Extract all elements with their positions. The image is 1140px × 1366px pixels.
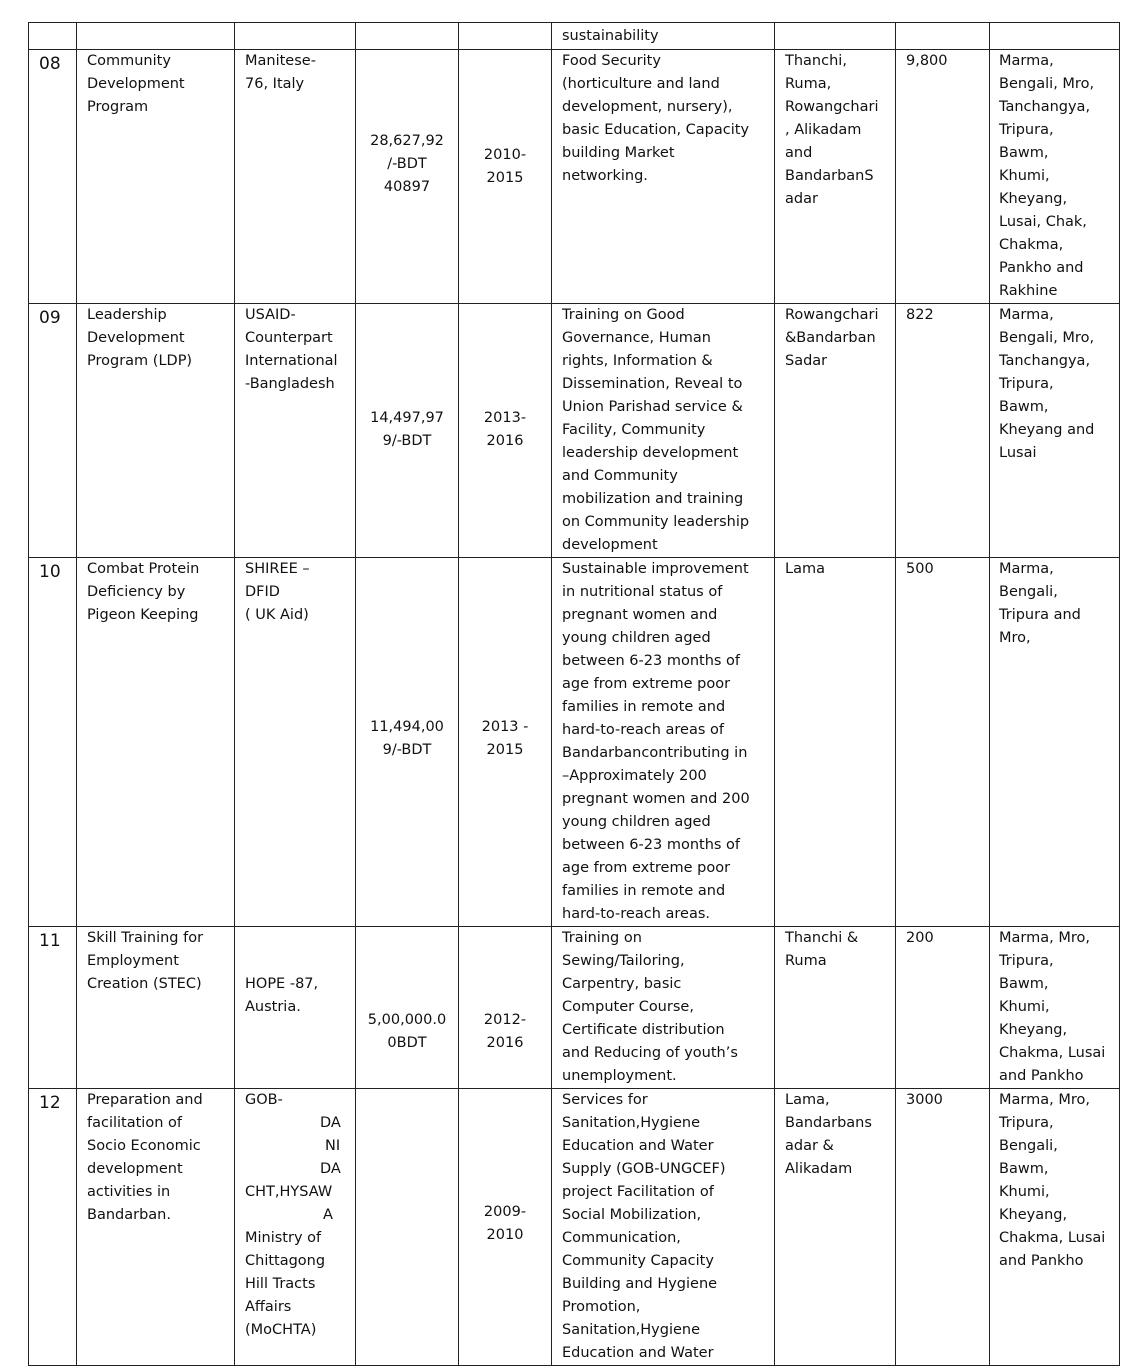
activities-line: Training on [562,930,642,946]
cell-donor [235,1089,356,1366]
cell-area [775,50,896,304]
cell-program [77,50,235,304]
cell-budget [356,304,459,558]
duration-line: 2015 [486,742,524,758]
cell-no [29,927,77,1089]
ethnic-line: Bawm, [999,399,1049,415]
activities-line: young children aged [562,814,711,830]
program-line: Development [87,330,185,346]
ethnic-line: Bengali, [999,1138,1058,1154]
donor-line: International [245,353,338,369]
program-line: activities in [87,1184,171,1200]
activities-line: (horticulture and land [562,76,720,92]
beneficiaries-line: 822 [906,307,934,323]
cell-program [77,1089,235,1366]
ethnic-line: Kheyang, [999,1207,1068,1223]
activities-line: families in remote and [562,883,726,899]
table-row [29,558,1120,927]
cell-area [775,558,896,927]
activities-line: basic Education, Capacity [562,122,750,138]
activities-line: Dissemination, Reveal to [562,376,743,392]
projects-table [28,22,1120,1366]
ethnic-line: Tripura, [999,122,1054,138]
activities-line: Union Parishad service & [562,399,743,415]
donor-line: ( UK Aid) [245,607,309,623]
table-row [29,23,1120,50]
cell-activities [552,927,775,1089]
activities-line: pregnant women and 200 [562,791,750,807]
ethnic-line: Tripura, [999,953,1054,969]
table-row [29,1089,1120,1366]
activities-line: and Reducing of youth’s [562,1045,738,1061]
activities-line: sustainability [562,28,659,44]
activities-line: Training on Good [562,307,685,323]
activities-line: age from extreme poor [562,676,731,692]
cell-activities [552,304,775,558]
program-line: facilitation of [87,1115,182,1131]
activities-line: age from extreme poor [562,860,731,876]
duration-line: 2010- [483,147,527,163]
row-number: 10 [39,562,61,582]
ethnic-line: Bawm, [999,976,1049,992]
activities-line: hard-to-reach areas of [562,722,724,738]
activities-line: networking. [562,168,648,184]
cell-program [77,558,235,927]
donor-line: -Bangladesh [245,376,335,392]
ethnic-line: Khumi, [999,999,1050,1015]
budget-line: /-BDT [387,156,427,172]
duration-line: 2013- [483,410,527,426]
duration-line: 2010 [486,1227,524,1243]
activities-line: Education and Water [562,1138,714,1154]
ethnic-line: Rakhine [999,283,1058,299]
cell-ethnic [990,1089,1120,1366]
donor-line: Chittagong [245,1253,326,1269]
beneficiaries-line: 3000 [906,1092,943,1108]
program-line: Creation (STEC) [87,976,202,992]
ethnic-line: Lusai, Chak, [999,214,1087,230]
cell-beneficiaries [896,50,990,304]
donor-line: HOPE -87, [245,976,319,992]
area-line: and [785,145,813,161]
cell-budget [356,558,459,927]
area-line: Thanchi, [785,53,847,69]
ethnic-line: Chakma, Lusai [999,1045,1106,1061]
program-line: Skill Training for [87,930,204,946]
area-line: adar & [785,1138,834,1154]
donor-line: A [323,1207,333,1223]
budget-line: 28,627,92 [370,133,444,149]
activities-line: Sanitation,Hygiene [562,1322,701,1338]
activities-line: and Community [562,468,678,484]
area-line: Bandarbans [785,1115,872,1131]
cell-duration [459,558,552,927]
duration-line: 2012- [483,1012,527,1028]
activities-line: Sewing/Tailoring, [562,953,685,969]
cell-donor [235,50,356,304]
area-line: Ruma [785,953,827,969]
budget-line: 40897 [383,179,431,195]
ethnic-line: Bengali, [999,584,1058,600]
budget-line: 5,00,000.0 [367,1012,447,1028]
donor-line: Ministry of [245,1230,322,1246]
ethnic-line: Khumi, [999,168,1050,184]
ethnic-line: Bawm, [999,1161,1049,1177]
donor-line: DFID [245,584,280,600]
activities-line: Social Mobilization, [562,1207,702,1223]
cell-activities [552,50,775,304]
activities-line: hard-to-reach areas. [562,906,710,922]
table-row [29,927,1120,1089]
activities-line: Carpentry, basic [562,976,682,992]
area-line: , Alikadam [785,122,862,138]
donor-line: CHT,HYSAW [245,1184,333,1200]
cell-program [77,23,235,50]
donor-line: (MoCHTA) [245,1322,317,1338]
row-number: 12 [39,1093,61,1113]
cell-budget [356,50,459,304]
cell-ethnic [990,23,1120,50]
cell-no [29,304,77,558]
ethnic-line: Marma, [999,307,1054,323]
activities-line: Community Capacity [562,1253,714,1269]
program-line: Program (LDP) [87,353,193,369]
cell-ethnic [990,50,1120,304]
activities-line: in nutritional status of [562,584,723,600]
row-number: 09 [39,308,61,328]
program-line: Deficiency by [87,584,186,600]
cell-donor [235,927,356,1089]
cell-budget [356,927,459,1089]
area-line: Alikadam [785,1161,853,1177]
beneficiaries-line: 9,800 [906,53,948,69]
activities-line: between 6-23 months of [562,653,741,669]
cell-beneficiaries [896,927,990,1089]
duration-line: 2013 - [481,719,529,735]
activities-line: development, nursery), [562,99,733,115]
cell-beneficiaries [896,558,990,927]
beneficiaries-line: 200 [906,930,934,946]
cell-duration [459,1089,552,1366]
program-line: Leadership [87,307,167,323]
budget-line: 0BDT [387,1035,427,1051]
area-line: &Bandarban [785,330,876,346]
ethnic-line: Marma, Mro, [999,930,1090,946]
duration-line: 2016 [486,433,524,449]
activities-line: building Market [562,145,675,161]
cell-beneficiaries [896,1089,990,1366]
cell-no [29,50,77,304]
budget-line: 9/-BDT [382,742,432,758]
activities-line: Communication, [562,1230,681,1246]
area-line: Rowangchari [785,307,879,323]
ethnic-line: Marma, [999,53,1054,69]
duration-line: 2015 [486,170,524,186]
cell-no [29,558,77,927]
area-line: adar [785,191,818,207]
activities-line: –Approximately 200 [562,768,707,784]
cell-ethnic [990,927,1120,1089]
ethnic-line: Chakma, [999,237,1064,253]
cell-beneficiaries [896,23,990,50]
cell-ethnic [990,304,1120,558]
budget-line: 9/-BDT [382,433,432,449]
donor-line: Manitese- [245,53,316,69]
activities-line: Governance, Human [562,330,711,346]
activities-line: Computer Course, [562,999,694,1015]
cell-duration [459,23,552,50]
activities-line: Sanitation,Hygiene [562,1115,701,1131]
donor-line: Affairs [245,1299,292,1315]
activities-line: Services for [562,1092,648,1108]
donor-line: DA [320,1115,341,1131]
ethnic-line: Tanchangya, [999,353,1091,369]
program-line: Socio Economic [87,1138,201,1154]
table-body [29,23,1120,1366]
program-line: Community [87,53,171,69]
activities-line: between 6-23 months of [562,837,741,853]
donor-line: Austria. [245,999,301,1015]
budget-line: 11,494,00 [370,719,444,735]
cell-program [77,304,235,558]
beneficiaries-line: 500 [906,561,934,577]
cell-area [775,927,896,1089]
program-line: Preparation and [87,1092,203,1108]
row-number: 11 [39,931,61,951]
ethnic-line: and Pankho [999,1068,1084,1084]
cell-no [29,23,77,50]
donor-line: SHIREE – [245,561,310,577]
cell-beneficiaries [896,304,990,558]
duration-line: 2009- [483,1204,527,1220]
area-line: Rowangchari [785,99,879,115]
donor-line: Hill Tracts [245,1276,316,1292]
donor-line: Counterpart [245,330,333,346]
activities-line: mobilization and training [562,491,744,507]
ethnic-line: Kheyang and [999,422,1095,438]
activities-line: families in remote and [562,699,726,715]
cell-area [775,304,896,558]
cell-ethnic [990,558,1120,927]
ethnic-line: Tripura, [999,376,1054,392]
activities-line: Sustainable improvement [562,561,749,577]
activities-line: Education and Water [562,1345,714,1361]
cell-activities [552,23,775,50]
ethnic-line: Bengali, Mro, [999,330,1095,346]
activities-line: unemployment. [562,1068,677,1084]
cell-area [775,23,896,50]
activities-line: Certificate distribution [562,1022,725,1038]
ethnic-line: Lusai [999,445,1037,461]
program-line: development [87,1161,183,1177]
ethnic-line: Pankho and [999,260,1084,276]
ethnic-line: Bawm, [999,145,1049,161]
ethnic-line: Bengali, Mro, [999,76,1095,92]
activities-line: project Facilitation of [562,1184,714,1200]
ethnic-line: Tripura, [999,1115,1054,1131]
activities-line: development [562,537,658,553]
area-line: Thanchi & [785,930,859,946]
ethnic-line: Tanchangya, [999,99,1091,115]
activities-line: Facility, Community [562,422,706,438]
activities-line: rights, Information & [562,353,713,369]
area-line: Sadar [785,353,828,369]
donor-line: USAID- [245,307,296,323]
ethnic-line: Kheyang, [999,191,1068,207]
budget-line: 14,497,97 [370,410,444,426]
ethnic-line: Marma, Mro, [999,1092,1090,1108]
cell-activities [552,558,775,927]
area-line: Ruma, [785,76,832,92]
program-line: Bandarban. [87,1207,171,1223]
activities-line: on Community leadership [562,514,750,530]
cell-area [775,1089,896,1366]
activities-line: young children aged [562,630,711,646]
ethnic-line: and Pankho [999,1253,1084,1269]
activities-line: Promotion, [562,1299,641,1315]
cell-donor [235,23,356,50]
activities-line: Bandarbancontributing in [562,745,748,761]
ethnic-line: Tripura and [999,607,1081,623]
program-line: Pigeon Keeping [87,607,199,623]
donor-line: NI [325,1138,341,1154]
program-line: Combat Protein [87,561,200,577]
activities-line: Building and Hygiene [562,1276,718,1292]
ethnic-line: Kheyang, [999,1022,1068,1038]
area-line: Lama [785,561,825,577]
cell-no [29,1089,77,1366]
donor-line: DA [320,1161,341,1177]
table-row [29,50,1120,304]
row-number: 08 [39,54,61,74]
activities-line: Supply (GOB-UNGCEF) [562,1161,726,1177]
duration-line: 2016 [486,1035,524,1051]
program-line: Employment [87,953,179,969]
cell-duration [459,927,552,1089]
ethnic-line: Mro, [999,630,1031,646]
cell-donor [235,558,356,927]
ethnic-line: Chakma, Lusai [999,1230,1106,1246]
activities-line: leadership development [562,445,739,461]
program-line: Program [87,99,149,115]
cell-duration [459,304,552,558]
program-line: Development [87,76,185,92]
area-line: BandarbanS [785,168,874,184]
ethnic-line: Marma, [999,561,1054,577]
area-line: Lama, [785,1092,830,1108]
cell-activities [552,1089,775,1366]
cell-duration [459,50,552,304]
activities-line: Food Security [562,53,661,69]
cell-program [77,927,235,1089]
cell-budget [356,1089,459,1366]
cell-budget [356,23,459,50]
donor-line: 76, Italy [245,76,305,92]
donor-line: GOB- [245,1092,283,1108]
activities-line: pregnant women and [562,607,718,623]
ethnic-line: Khumi, [999,1184,1050,1200]
table-row [29,304,1120,558]
cell-donor [235,304,356,558]
